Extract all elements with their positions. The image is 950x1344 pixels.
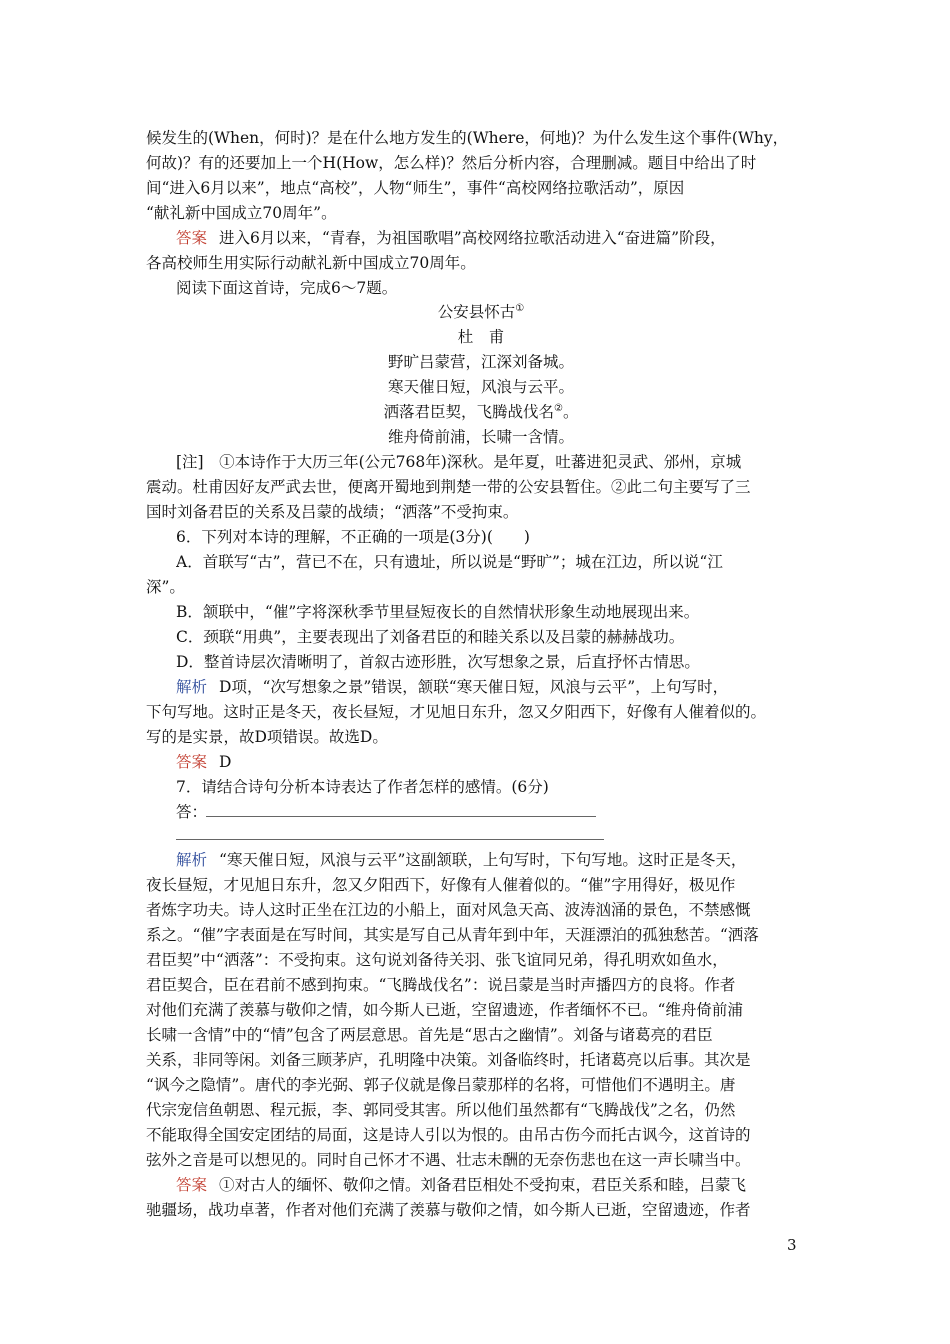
analysis7-line-8: 长啸一含情”中的“情”包含了两层意思。首先是“思古之幽情”。刘备与诸葛亮的君臣 [146,1026,713,1044]
answer-blank-line-1[interactable] [206,816,596,817]
analysis7-line-4: 系之。“催”字表面是在写时间，其实是写自己从青年到中年，天涯漂泊的孤独愁苦。“洒落 [146,926,759,944]
intro-line-1: 候发生的(When，何时)？是在什么地方发生的(Where，何地)？为什么发生这个事件(Why， [146,129,789,147]
analysis7-line-10: “讽今之隐情”。唐代的李光弼、郭子仪就是像吕蒙那样的名将，可惜他们不遇明主。唐 [146,1076,736,1094]
answer-label: 答案 [176,1176,208,1194]
question-6-stem: 6．下列对本诗的理解，不正确的一项是(3分)( ) [176,528,530,546]
poem-author: 杜 甫 [457,328,505,346]
reading-instruction: 阅读下面这首诗，完成6～7题。 [176,279,398,297]
analysis7-line-5: 君臣契”中“洒落”：不受拘束。这句说刘备待关羽、张飞谊同兄弟，得孔明欢如鱼水， [146,951,728,969]
page-number: 3 [787,1236,797,1254]
option-c: C．颈联“用典”，主要表现出了刘备君臣的和睦关系以及吕蒙的赫赫战功。 [176,628,685,646]
analysis-label: 解析 [176,678,208,696]
notes-line-2: 震动。杜甫因好友严武去世，便离开蜀地到荆楚一带的公安县暂住。②此二句主要写了三 [146,478,751,496]
poem-line-3-end: 。 [562,403,579,421]
analysis7-line-2: 夜长昼短，才见旭日东升，忽又夕阳西下，好像有人催着似的。“催”字用得好，极见作 [146,876,736,894]
poem-title [146,300,816,324]
answer-label: 答案 [176,229,208,247]
answer5-line-1 [176,226,816,250]
notes-line-3: 国时刘备君臣的关系及吕蒙的战绩；“洒落”不受拘束。 [146,503,519,521]
analysis6-line-3: 写的是实景，故D项错误。故选D。 [146,728,388,746]
poem-line-3-text: 洒落君臣契，飞腾战伐名 [383,403,555,421]
analysis7-line-3: 者炼字功夫。诗人这时正坐在江边的小船上，面对风急天高、波涛汹涌的景色，不禁感慨 [146,901,751,919]
answer6-value: D [219,753,232,771]
analysis7-line-12: 不能取得全国安定团结的局面，这是诗人引以为恨的。由吊古伤今而托古讽今，这首诗的 [146,1126,751,1144]
poem-line-4: 维舟倚前浦，长啸一含情。 [387,428,574,446]
answer7-line-2: 驰疆场，战功卓著，作者对他们充满了羡慕与敬仰之情，如今斯人已逝，空留遗迹，作者 [146,1201,751,1219]
analysis7-text: “寒天催日短，风浪与云平”这副颔联，上句写时，下句写地。这时正是冬天， [219,851,747,869]
footnote-marker: ① [515,302,525,314]
notes-line-1: [注] ①本诗作于大历三年(公元768年)深秋。是年夏，吐蕃进犯灵武、邠州，京城 [176,453,742,471]
poem-title-text: 公安县怀古 [437,303,516,321]
answer-label: 答案 [176,753,208,771]
intro-line-4: “献礼新中国成立70周年”。 [146,204,337,222]
poem-line-2: 寒天催日短，风浪与云平。 [387,378,574,396]
answer5-text: 进入6月以来，“青春，为祖国歌唱”高校网络拉歌活动进入“奋进篇”阶段， [219,229,726,247]
answer5-line-2: 各高校师生用实际行动献礼新中国成立70周年。 [146,254,476,272]
answer6 [176,750,816,774]
analysis6-line-2: 下句写地。这时正是冬天，夜长昼短，才见旭日东升，忽又夕阳西下，好像有人催着似的。 [146,703,767,721]
analysis7-line-11: 代宗宠信鱼朝恩、程元振，李、郭同受其害。所以他们虽然都有“飞腾战伐”之名，仍然 [146,1101,736,1119]
analysis7-line-7: 对他们充满了羡慕与敬仰之情，如今斯人已逝，空留遗迹，作者缅怀不已。“维舟倚前浦 [146,1001,743,1019]
analysis-label: 解析 [176,851,208,869]
answer7-text: ①对古人的缅怀、敬仰之情。刘备君臣相处不受拘束，君臣关系和睦，吕蒙飞 [219,1176,747,1194]
option-a-line-2: 深”。 [146,578,185,596]
footnote-marker: ② [554,402,563,414]
answer-prompt: 答： [176,803,208,821]
analysis7-line-13: 弦外之音是可以想见的。同时自己怀才不遇、壮志未酬的无奈伤悲也在这一声长啸当中。 [146,1151,751,1169]
intro-line-3: 间“进入6月以来”，地点“高校”，人物“师生”，事件“高校网络拉歌活动”，原因 [146,179,685,197]
analysis6-text: D项，“次写想象之景”错误，颔联“寒天催日短，风浪与云平”，上句写时， [219,678,729,696]
answer7-line-1 [176,1173,816,1197]
poem-line-3 [146,400,816,424]
analysis7-line-9: 关系，非同等闲。刘备三顾茅庐，孔明隆中决策。刘备临终时，托诸葛亮以后事。其次是 [146,1051,751,1069]
analysis7-line-1 [176,848,816,872]
option-a-line-1: A．首联写“古”，营已不在，只有遗址，所以说是“野旷”；城在江边，所以说“江 [176,553,723,571]
intro-line-2: 何故)？有的还要加上一个H(How，怎么样)？然后分析内容，合理删减。题目中给出了时 [146,154,757,172]
question-7-stem: 7．请结合诗句分析本诗表达了作者怎样的感情。(6分) [176,778,549,796]
analysis7-line-6: 君臣契合，臣在君前不感到拘束。“飞腾战伐名”：说吕蒙是当时声播四方的良将。作者 [146,976,736,994]
option-b: B．颔联中，“催”字将深秋季节里昼短夜长的自然情状形象生动地展现出来。 [176,603,700,621]
answer-blank-line-2[interactable] [176,839,604,840]
analysis6-line-1 [176,675,816,699]
option-d: D．整首诗层次清晰明了，首叙古迹形胜，次写想象之景，后直抒怀古情思。 [176,653,700,671]
poem-line-1: 野旷吕蒙营，江深刘备城。 [387,353,574,371]
